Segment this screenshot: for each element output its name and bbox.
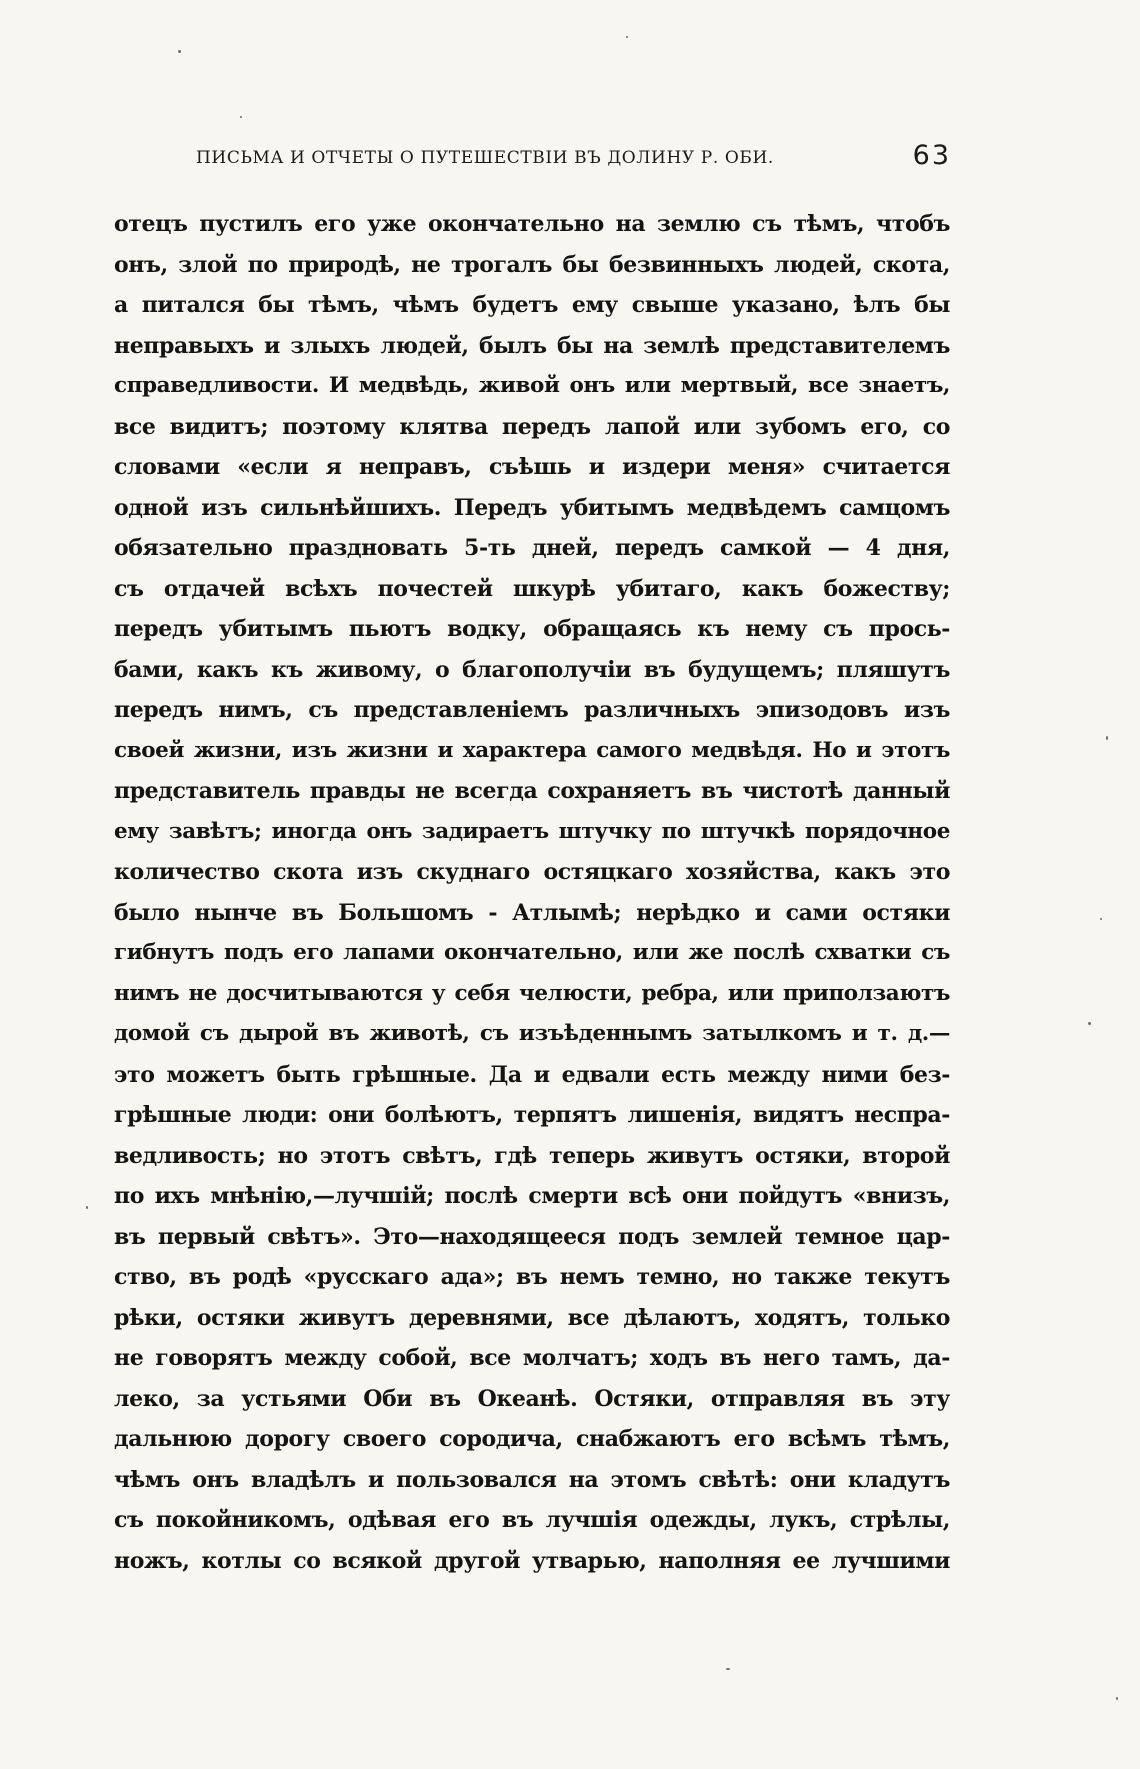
text-line: ножъ, котлы со всякой другой утварью, наполняя ее лучшими [114,1547,950,1574]
text-line: передъ убитымъ пьютъ водку, обращаясь къ нему съ прось- [114,616,950,642]
scan-speck [178,50,181,53]
text-line: домой съ дырой въ животѣ, съ изъѣденнымъ затылкомъ и т. д.— [114,1021,950,1046]
text-line: представитель правды не всегда сохраняетъ въ чистотѣ данный [114,778,950,804]
body-text [114,204,950,1581]
text-line: въ первый свѣтъ». Это—находящееся подъ землей темное цар- [114,1223,950,1250]
text-line: словами «если я неправъ, съѣшь и издери меня» считается [114,454,950,480]
scan-speck [240,116,242,118]
text-line: грѣшные люди: они болѣютъ, терпятъ лишенія, видятъ неспра- [114,1102,950,1128]
text-line: передъ нимъ, съ представленіемъ различныхъ эпизодовъ изъ [114,697,950,723]
scan-speck [1116,1697,1118,1700]
text-line: ство, въ родѣ «русскаго ада»; въ немъ темно, но также текутъ [114,1264,950,1290]
scan-speck [726,1668,730,1670]
scan-speck [626,36,628,38]
running-head-title: ПИСЬМА И ОТЧЕТЫ О ПУТЕШЕСТВІИ ВЪ ДОЛИНУ Р. ОБИ. [196,148,774,168]
scan-speck [1088,1022,1091,1025]
text-line: обязательно праздновать 5-ть дней, передъ самкой — 4 дня, [114,535,950,561]
text-line: а питался бы тѣмъ, чѣмъ будетъ ему свыше указано, ѣлъ бы [114,292,950,318]
page-number: 63 [912,140,951,171]
text-line: гибнутъ подъ его лапами окончательно, или же послѣ схватки съ [114,940,950,965]
text-line: съ покойникомъ, одѣвая его въ лучшія одежды, лукъ, стрѣлы, [114,1507,950,1533]
text-line: ему завѣтъ; иногда онъ задираетъ штучку по штучкѣ порядочное [114,818,950,844]
text-line: одной изъ сильнѣйшихъ. Передъ убитымъ медвѣдемъ самцомъ [114,494,950,521]
text-line: ведливость; но этотъ свѣтъ, гдѣ теперь живутъ остяки, второй [114,1142,950,1169]
scan-speck [1106,736,1108,740]
text-line: леко, за устьями Оби въ Океанѣ. Остяки, отправляя въ эту [114,1385,950,1412]
text-line: съ отдачей всѣхъ почестей шкурѣ убитаго, какъ божеству; [114,575,950,602]
text-line: бами, какъ къ живому, о благополучіи въ будущемъ; пляшутъ [114,656,950,683]
text-line: по ихъ мнѣнію,—лучшій; послѣ смерти всѣ они пойдутъ «внизъ, [114,1183,950,1209]
text-line: это можетъ быть грѣшные. Да и едвали есть между ними без- [114,1061,950,1088]
text-line: нимъ не досчитываются у себя челюсти, ребра, или приползаютъ [114,980,950,1006]
text-line: отецъ пустилъ его уже окончательно на землю съ тѣмъ, чтобъ [114,211,950,237]
text-line: справедливости. И медвѣдь, живой онъ или мертвый, все знаетъ, [114,373,950,398]
running-head [196,140,951,180]
scan-speck [1100,918,1102,920]
text-line: чѣмъ онъ владѣлъ и пользовался на этомъ свѣтѣ: они кладутъ [114,1466,950,1493]
text-line: дальнюю дорогу своего сородича, снабжаютъ его всѣмъ тѣмъ, [114,1426,950,1452]
text-line: не говорятъ между собой, все молчатъ; ходъ въ него тамъ, да- [114,1345,950,1371]
scan-speck [86,1206,88,1209]
text-line: все видитъ; поэтому клятва передъ лапой или зубомъ его, со [114,413,950,440]
text-line: рѣки, остяки живутъ деревнями, все дѣлаютъ, ходятъ, только [114,1304,950,1331]
text-line: своей жизни, изъ жизни и характера самого медвѣдя. Но и этотъ [114,737,950,763]
text-line: онъ, злой по природѣ, не трогалъ бы безвинныхъ людей, скота, [114,251,950,278]
text-line: неправыхъ и злыхъ людей, былъ бы на землѣ представителемъ [114,332,950,359]
text-line: было нынче въ Большомъ - Атлымѣ; нерѣдко и сами остяки [114,899,950,926]
text-line: количество скота изъ скуднаго остяцкаго хозяйства, какъ это [114,859,950,885]
